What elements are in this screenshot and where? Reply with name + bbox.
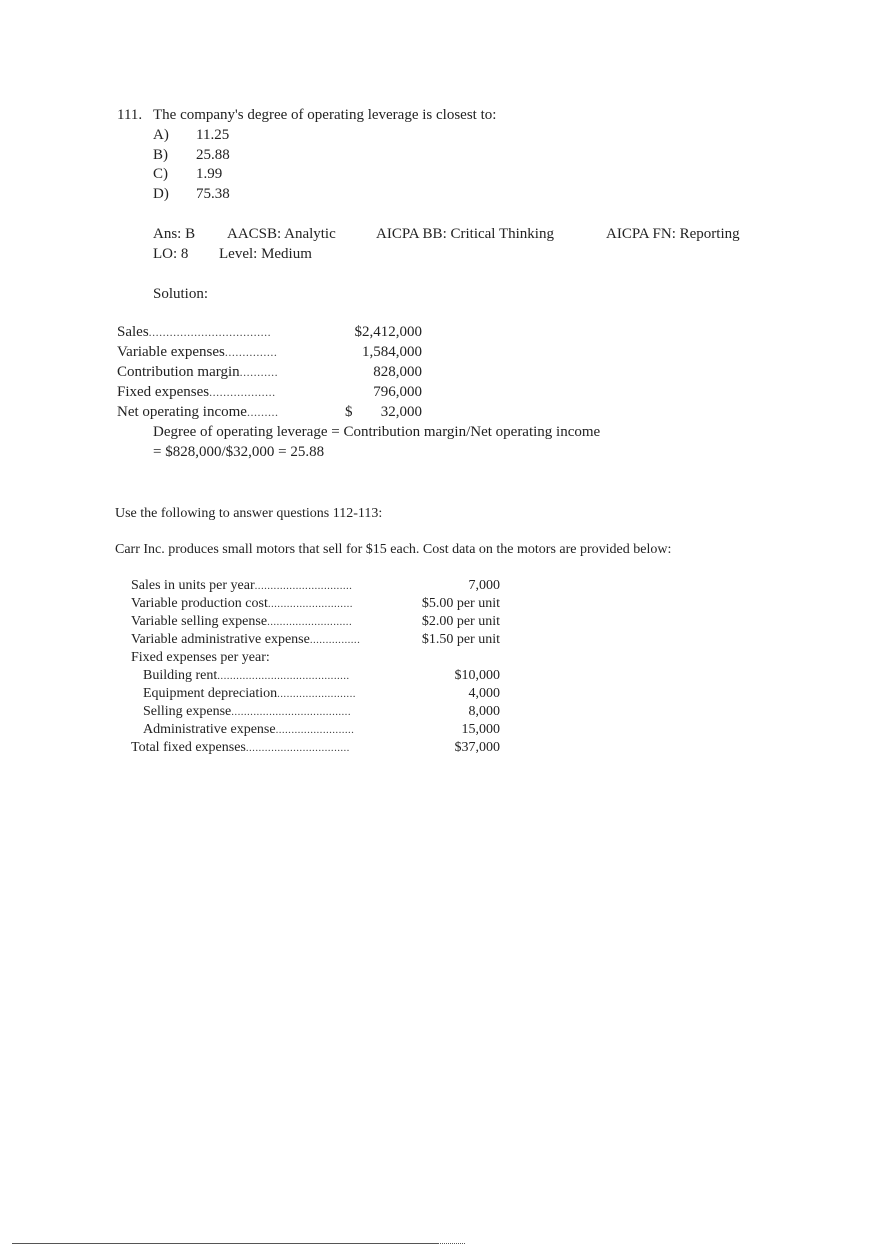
learning-objective: LO: 8	[153, 246, 189, 262]
section-intro: Use the following to answer questions 112-113:	[115, 506, 383, 521]
income-row-label: Variable expenses...............	[117, 344, 278, 360]
income-row-label: Fixed expenses...................	[117, 384, 276, 400]
option-letter: D)	[153, 186, 169, 202]
cost-row-label: Variable administrative expense................	[131, 632, 361, 647]
footer-rule-dotted	[437, 1243, 465, 1244]
cost-row-value: $2.00 per unit	[421, 614, 500, 629]
income-row-label: Contribution margin...........	[117, 364, 279, 380]
cost-section-heading: Fixed expenses per year:	[131, 650, 270, 665]
cost-row-label: Selling expense......................................	[143, 704, 351, 719]
option-letter: C)	[153, 166, 168, 182]
aicpa-bb-tag: AICPA BB: Critical Thinking	[376, 226, 554, 242]
cost-row-label: Equipment depreciation.........................	[143, 686, 356, 701]
income-row-value: 32,000	[380, 404, 422, 420]
currency-symbol: $	[345, 404, 353, 420]
difficulty-level: Level: Medium	[219, 246, 312, 262]
cost-row-value: 7,000	[468, 578, 500, 593]
cost-row-value: 8,000	[468, 704, 500, 719]
income-row-value: 828,000	[373, 364, 422, 380]
income-row-value: 1,584,000	[362, 344, 422, 360]
question-number: 111.	[117, 107, 143, 123]
cost-row-label: Variable selling expense...........................	[131, 614, 353, 629]
cost-row-label: Variable production cost...........................	[131, 596, 353, 611]
footer-rule	[12, 1243, 437, 1244]
cost-row-label: Total fixed expenses.................................	[131, 740, 350, 755]
solution-label: Solution:	[153, 286, 209, 302]
question-text: The company's degree of operating leverage is closest to:	[153, 107, 497, 123]
formula-line: Degree of operating leverage = Contribution margin/Net operating income	[153, 424, 601, 440]
answer-key: Ans: B	[153, 226, 196, 242]
income-row-label: Sales...................................	[117, 324, 272, 340]
cost-row-label: Sales in units per year...............................	[131, 578, 353, 593]
option-value: 1.99	[196, 166, 223, 182]
cost-row-value: $37,000	[454, 740, 500, 755]
cost-row-value: $10,000	[454, 668, 500, 683]
section-description: Carr Inc. produces small motors that sell for $15 each. Cost data on the motors are provided below:	[115, 542, 672, 557]
option-letter: B)	[153, 147, 168, 163]
income-row-value: 796,000	[373, 384, 422, 400]
aacsb-tag: AACSB: Analytic	[227, 226, 336, 242]
aicpa-fn-tag: AICPA FN: Reporting	[606, 226, 740, 242]
cost-row-value: 15,000	[461, 722, 500, 737]
cost-row-value: 4,000	[468, 686, 500, 701]
option-value: 25.88	[196, 147, 230, 163]
option-value: 11.25	[196, 127, 230, 143]
cost-row-label: Building rent..........................................	[143, 668, 350, 683]
income-row-value: $2,412,000	[354, 324, 422, 340]
income-row-label: Net operating income.........	[117, 404, 279, 420]
option-letter: A)	[153, 127, 169, 143]
cost-row-label: Administrative expense.........................	[143, 722, 355, 737]
cost-row-value: $5.00 per unit	[421, 596, 500, 611]
option-value: 75.38	[196, 186, 230, 202]
formula-result: = $828,000/$32,000 = 25.88	[153, 444, 325, 460]
cost-row-value: $1.50 per unit	[421, 632, 500, 647]
